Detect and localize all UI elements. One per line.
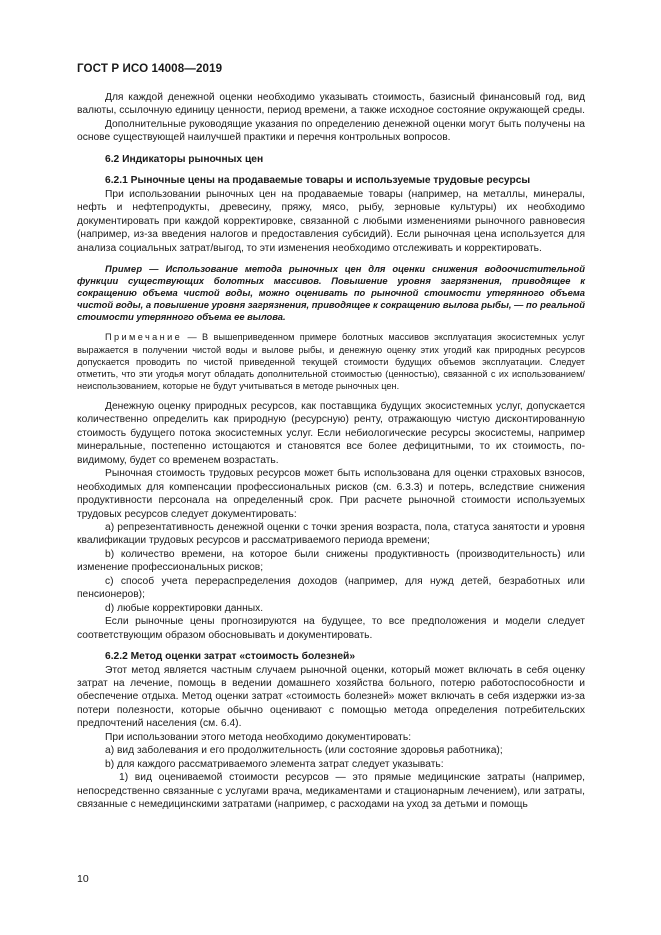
paragraph: Рыночная стоимость трудовых ресурсов может быть использована для оценки страховых взносов, необходимых для компенсации профессиональных рисков (см. 6.3.3) и потерь, вследствие снижения продуктивности персонала на определенный срок. При расчете рыночной стоимости используемых трудовых ресурсов следует документировать: [77, 468, 585, 520]
paragraph: Этот метод является частным случаем рыночной оценки, который может включать в себя оценку затрат на лечение, помощь в ведении домашнего хозяйства больного, потерю работоспособности и обеспечение отдыха. Метод оценки затрат «стоимость болезней» может включать в себя издержки из-за потери полезности, которые обычно оценивают с помощью метода определения потребительских предпочтений населения (см. 6.4). [77, 664, 585, 730]
paragraph: Для каждой денежной оценки необходимо указывать стоимость, базисный финансовый год, вид валюты, ссылочную единицу ценности, период времени, а также исходное состояние окружающей среды. [77, 92, 585, 117]
list-item: c) способ учета перераспределения доходов (например, для нужд детей, безработных или пенсионеров); [77, 575, 585, 601]
paragraph: При использовании этого метода необходимо документировать: [105, 731, 412, 743]
example-text: — Использование метода рыночных цен для оценки снижения водоочистительной функции существующих болотных массивов. Повышение уровня загрязнения, приводящее к сокращению объема чистой воды, можно оценивать по рыночной стоимости утерянного объема чистой воды, а повышение уровня загрязнения, приводящее к сокращению вылова рыбы, — по реальной стоимости утерянного объема ее вылова. [77, 262, 585, 323]
list-item: d) любые корректировки данных. [105, 602, 264, 614]
note-label: Примечание [105, 332, 183, 343]
note-text: — В вышеприведенном примере болотных массивов эксплуатация экосистемных услуг выражается в получении чистой воды и вылове рыбы, и денежную оценку этих угодий как природных ресурсов допускается проводить по чистой приведенной текущей стоимости будущих объемов эксплуатации. Следует отметить, что эти угодья могут обладать дополнительной стоимостью (ценностью), связанной с их использованием/неиспользованием, которые не будут учитываться в методе рыночных цен. [77, 332, 585, 391]
list-item: a) вид заболевания и его продолжительность (или состояние здоровья работника); [105, 745, 503, 757]
document-header: ГОСТ Р ИСО 14008—2019 [77, 62, 223, 75]
document-body [77, 91, 585, 812]
subsection-heading: 6.2.1 Рыночные цены на продаваемые товары и используемые трудовые ресурсы [105, 175, 531, 187]
list-item: 1) вид оцениваемой стоимости ресурсов — это прямые медицинские затраты (например, непосредственно связанные с услугами врача, медикаментами и стационарным лечением), или затраты, связанные с немедицинскими затратами (например, с расходами на уход за детьми и помощь [77, 772, 585, 811]
list-item: b) количество времени, на которое были снижены продуктивность (производительность) или изменение профессиональных рисков; [77, 548, 585, 574]
list-item: a) репрезентативность денежной оценки с точки зрения возраста, пола, статуса занятости и уровня квалификации трудовых ресурсов и рассматриваемого периода времени; [77, 522, 585, 547]
page-number: 10 [77, 873, 89, 885]
example-label: Пример [105, 262, 143, 274]
paragraph: Если рыночные цены прогнозируются на будущее, то все предположения и модели следует соответствующим образом обосновывать и документировать. [77, 616, 585, 641]
example-block [77, 263, 585, 323]
paragraph: Денежную оценку природных ресурсов, как поставщика будущих экосистемных услуг, допускается количественно определить как природную (ресурсную) ренту, отражающую чистую дисконтированную стоимость будущего потока экосистемных услуг. Если небиологические ресурсы экосистемы, например минеральные, постепенно истощаются и становятся все более дефицитными, то их стоимость, по-видимому, будет со временем возрастать. [77, 400, 585, 466]
paragraph: При использовании рыночных цен на продаваемые товары (например, на металлы, минералы, нефть и нефтепродукты, древесину, пряжу, мясо, рыбу, зерновые культуры) их необходимо документировать при каждой корректировке, связанной с любыми изменениями рыночного равновесия (например, из-за введения налогов и предоставления субсидий). Если рыночная цена используется для анализа социальных затрат/выгод, то эти изменения необходимо отслеживать и корректировать. [77, 188, 585, 254]
note-block [77, 331, 585, 391]
subsection-heading: 6.2.2 Метод оценки затрат «стоимость болезней» [105, 651, 356, 663]
paragraph: Дополнительные руководящие указания по определению денежной оценки могут быть получены на основе существующей наилучшей практики и перечня контрольных вопросов. [77, 118, 585, 144]
section-heading: 6.2 Индикаторы рыночных цен [105, 153, 264, 165]
list-item: b) для каждого рассматриваемого элемента затрат следует указывать: [105, 758, 444, 770]
